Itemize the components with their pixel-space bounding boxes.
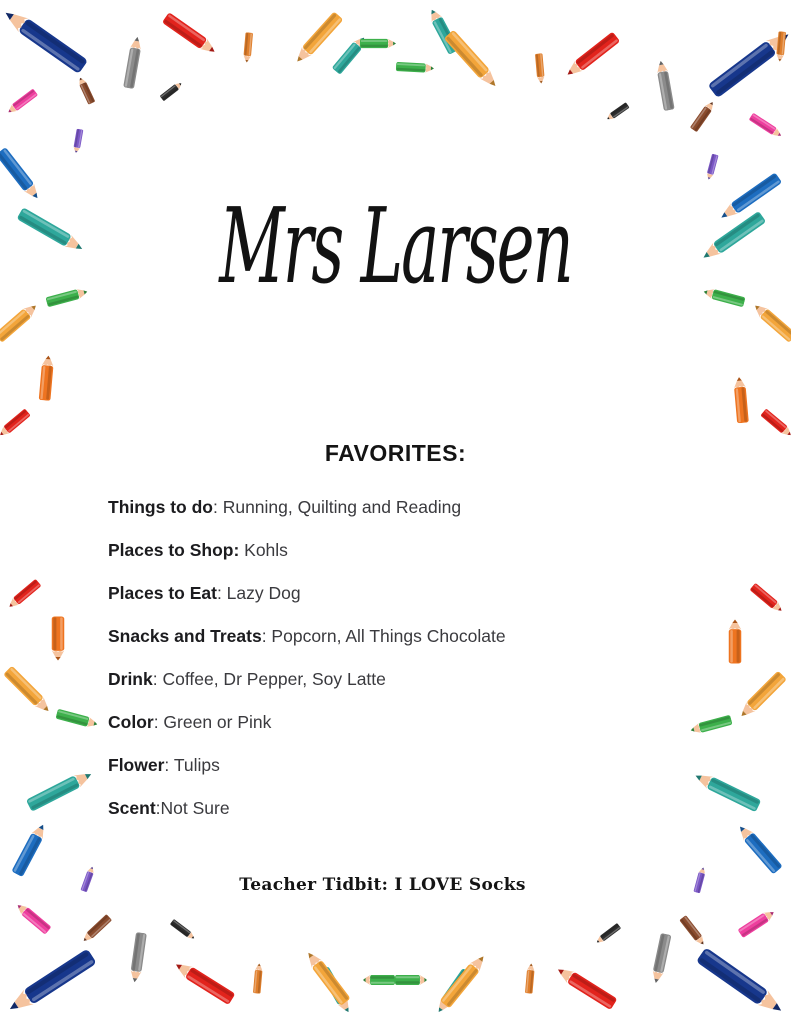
favorite-label: Drink [108, 669, 153, 689]
favorite-item-color [108, 713, 683, 732]
colored-pencil-icon [10, 821, 50, 877]
colored-pencil-icon [0, 407, 31, 439]
colored-pencil-icon [737, 907, 777, 939]
colored-pencil-icon [692, 768, 762, 813]
colored-pencil-icon [161, 11, 219, 58]
colored-pencil-icon [360, 38, 396, 49]
colored-pencil-icon [318, 965, 354, 1015]
favorite-item-snacks [108, 627, 683, 646]
favorite-label: Color [108, 712, 154, 732]
colored-pencil-icon [524, 963, 536, 994]
colored-pencil-icon [128, 931, 148, 982]
colored-pencil-icon [749, 582, 785, 615]
favorite-label: Flower [108, 755, 165, 775]
favorite-value: : Tulips [164, 755, 220, 775]
colored-pencil-icon [563, 30, 621, 80]
favorite-label: Places to Shop: [108, 540, 240, 560]
colored-pencil-icon [654, 59, 675, 110]
colored-pencil-icon [433, 967, 472, 1015]
colored-pencil-icon [695, 945, 787, 1018]
favorite-label: Things to do [108, 497, 213, 517]
favorite-item-places-to-eat [108, 584, 683, 603]
favorite-value: : Green or Pink [153, 712, 272, 732]
teacher-tidbit: Teacher Tidbit: I LOVE Socks [239, 875, 526, 895]
colored-pencil-icon [5, 88, 38, 116]
colored-pencil-icon [689, 714, 733, 736]
favorite-value: :Not Sure [155, 798, 230, 818]
favorites-list [108, 498, 683, 842]
favorite-value: : Popcorn, All Things Chocolate [261, 626, 506, 646]
colored-pencil-icon [252, 963, 264, 994]
colored-pencil-icon [396, 61, 435, 74]
favorite-item-things-to-do [108, 498, 683, 517]
favorite-item-scent [108, 799, 683, 818]
colored-pencil-icon [679, 915, 708, 948]
colored-pencil-icon [554, 963, 618, 1012]
colored-pencil-icon [51, 616, 66, 660]
colored-pencil-icon [443, 29, 502, 92]
colored-pencil-icon [55, 708, 99, 730]
colored-pencil-icon [6, 578, 42, 611]
teacher-name-title: Mrs Larsen [219, 188, 572, 308]
favorite-value: Kohls [239, 540, 288, 560]
colored-pencil-icon [426, 7, 461, 56]
colored-pencil-icon [706, 26, 791, 99]
favorite-value: : Running, Quilting and Reading [212, 497, 462, 517]
favorite-item-drink [108, 670, 683, 689]
colored-pencil-icon [2, 664, 54, 716]
favorites-heading: FAVORITES: [324, 440, 467, 466]
colored-pencil-icon [395, 974, 427, 986]
colored-pencil-icon [172, 958, 236, 1007]
colored-pencil-icon [649, 932, 672, 984]
colored-pencil-icon [302, 948, 351, 1007]
colored-pencil-icon [736, 669, 788, 721]
colored-pencil-icon [122, 35, 144, 88]
colored-pencil-icon [0, 5, 89, 76]
colored-pencil-icon [159, 80, 184, 102]
favorite-label: Snacks and Treats [108, 626, 262, 646]
colored-pencil-icon [728, 619, 743, 663]
favorite-item-places-to-shop [108, 541, 683, 560]
colored-pencil-icon [80, 913, 112, 944]
favorite-value: : Coffee, Dr Pepper, Soy Latte [152, 669, 386, 689]
colored-pencil-icon [4, 947, 98, 1018]
colored-pencil-icon [363, 974, 395, 986]
colored-pencil-icon [775, 31, 787, 62]
colored-pencil-icon [242, 32, 254, 63]
colored-pencil-icon [25, 767, 95, 813]
colored-pencil-icon [732, 376, 750, 423]
colored-pencil-icon [594, 922, 621, 945]
favorite-label: Places to Eat [108, 583, 217, 603]
favorite-value: : Lazy Dog [216, 583, 301, 603]
colored-pencil-icon [439, 951, 490, 1009]
colored-pencil-icon [760, 407, 791, 439]
favorite-label: Scent [108, 798, 156, 818]
colored-pencil-icon [604, 102, 629, 123]
colored-pencil-icon [37, 355, 55, 401]
colored-pencil-icon [331, 33, 369, 75]
colored-pencil-icon [292, 10, 345, 66]
colored-pencil-icon [734, 821, 783, 875]
colored-pencil-icon [14, 901, 52, 936]
favorite-item-flower [108, 756, 683, 775]
colored-pencil-icon [689, 99, 717, 133]
colored-pencil-icon [76, 75, 96, 104]
colored-pencil-icon [534, 53, 546, 84]
colored-pencil-icon [169, 918, 196, 941]
